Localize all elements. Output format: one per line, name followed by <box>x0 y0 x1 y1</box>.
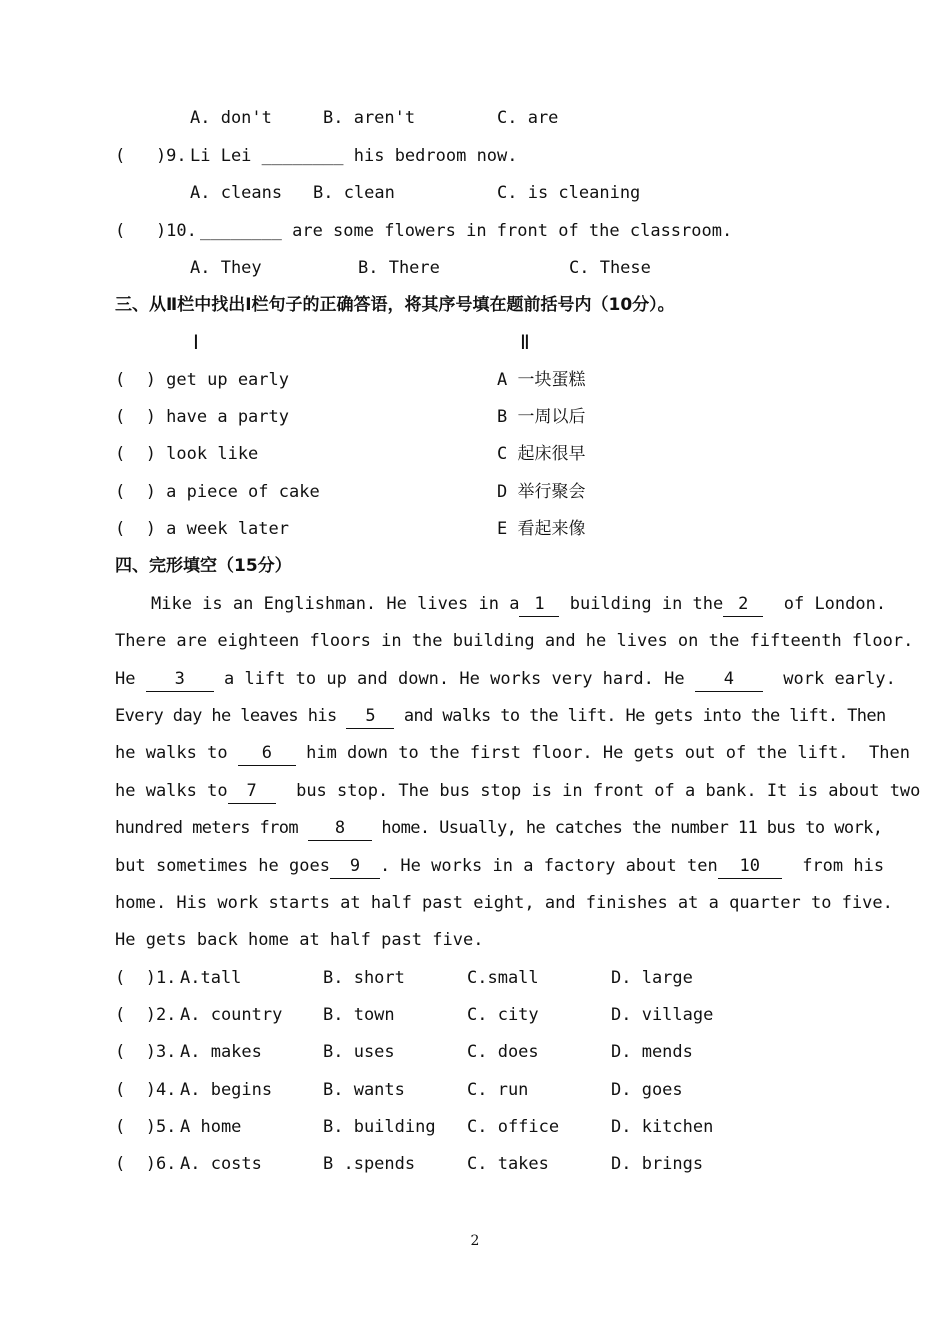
cloze-question-4-number: ( )4. <box>115 1080 177 1100</box>
cloze-question-6-number: ( )6. <box>115 1154 177 1174</box>
section3-title: 三、从Ⅱ栏中找出Ⅰ栏句子的正确答语，将其序号填在题前括号内（10分）。 <box>115 295 675 315</box>
cloze-question-5-option-a: A home <box>180 1117 242 1137</box>
q8-option-c: C. are <box>497 108 559 128</box>
q9-number: ( )9. <box>115 146 187 166</box>
matching-left-3: ( ) look like <box>115 444 259 464</box>
cloze-question-5-option-d: D. kitchen <box>611 1117 714 1137</box>
cloze-question-3-option-c: C. does <box>467 1042 539 1062</box>
matching-left-5: ( ) a week later <box>115 519 289 539</box>
q8-option-a: A. don't <box>190 108 272 128</box>
q9-option-a: A. cleans <box>190 183 283 203</box>
cloze-question-4-option-d: D. goes <box>611 1080 683 1100</box>
cloze-question-3-option-a: A. makes <box>180 1042 262 1062</box>
cloze-question-6-option-d: D. brings <box>611 1154 704 1174</box>
cloze-blank-2[interactable]: 2 <box>723 592 763 617</box>
matching-left-4: ( ) a piece of cake <box>115 482 320 502</box>
cloze-question-1-number: ( )1. <box>115 968 177 988</box>
passage-line-5: he walks to 6 him down to the first floor. He gets out of the lift. Then <box>115 738 910 768</box>
passage-line-6: he walks to 7 bus stop. The bus stop is in front of a bank. It is about two <box>115 776 920 806</box>
section4-title: 四、完形填空（15分） <box>115 556 292 576</box>
q8-option-b: B. aren't <box>323 108 416 128</box>
passage-line-4: Every day he leaves his 5 and walks to the lift. He gets into the lift. Then <box>115 701 886 731</box>
cloze-question-2-option-b: B. town <box>323 1005 395 1025</box>
cloze-question-3-option-d: D. mends <box>611 1042 693 1062</box>
cloze-question-2-option-d: D. village <box>611 1005 714 1025</box>
cloze-question-6-option-b: B .spends <box>323 1154 416 1174</box>
cloze-question-6-option-c: C. takes <box>467 1154 549 1174</box>
cloze-blank-9[interactable]: 9 <box>330 854 380 879</box>
matching-right-3: C 起床很早 <box>497 444 586 464</box>
cloze-blank-3[interactable]: 3 <box>146 667 214 692</box>
passage-line-9: home. His work starts at half past eight, and finishes at a quarter to five. <box>115 893 893 913</box>
matching-left-2: ( ) have a party <box>115 407 289 427</box>
q9-option-b: B. clean <box>313 183 395 203</box>
q9-option-c: C. is cleaning <box>497 183 641 203</box>
cloze-question-2-number: ( )2. <box>115 1005 177 1025</box>
q10-text: ________ are some flowers in front of the classroom. <box>200 221 733 241</box>
passage-line-8: but sometimes he goes 9 . He works in a factory about ten 10 from his <box>115 851 884 881</box>
matching-left-1: ( ) get up early <box>115 370 289 390</box>
cloze-question-5-option-b: B. building <box>323 1117 436 1137</box>
passage-line-10: He gets back home at half past five. <box>115 930 484 950</box>
cloze-blank-8[interactable]: 8 <box>308 816 372 841</box>
cloze-question-4-option-c: C. run <box>467 1080 529 1100</box>
cloze-question-1-option-c: C.small <box>467 968 539 988</box>
matching-right-1: A 一块蛋糕 <box>497 370 586 390</box>
passage-line-2: There are eighteen floors in the building and he lives on the fifteenth floor. <box>115 631 914 651</box>
section3-column-2-heading: Ⅱ <box>520 330 530 354</box>
section3-column-1-heading: Ⅰ <box>193 330 199 354</box>
q10-number: ( )10. <box>115 221 197 241</box>
passage-line-3: He 3 a lift to up and down. He works very hard. He 4 work early. <box>115 664 896 694</box>
q10-option-c: C. These <box>569 258 651 278</box>
matching-right-2: B 一周以后 <box>497 407 586 427</box>
cloze-blank-6[interactable]: 6 <box>238 741 296 766</box>
cloze-question-3-number: ( )3. <box>115 1042 177 1062</box>
cloze-question-2-option-a: A. country <box>180 1005 283 1025</box>
passage-line-1: Mike is an Englishman. He lives in a 1 building in the 2 of London. <box>151 589 886 619</box>
cloze-question-1-option-a: A.tall <box>180 968 242 988</box>
page-number: 2 <box>470 1233 480 1249</box>
matching-right-4: D 举行聚会 <box>497 482 586 502</box>
cloze-blank-5[interactable]: 5 <box>346 704 394 729</box>
passage-line-7: hundred meters from 8 home. Usually, he catches the number 11 bus to work, <box>115 813 882 843</box>
cloze-blank-7[interactable]: 7 <box>228 779 276 804</box>
cloze-question-5-option-c: C. office <box>467 1117 560 1137</box>
cloze-blank-4[interactable]: 4 <box>695 667 763 692</box>
cloze-question-1-option-b: B. short <box>323 968 405 988</box>
cloze-question-2-option-c: C. city <box>467 1005 539 1025</box>
cloze-blank-10[interactable]: 10 <box>718 854 782 879</box>
cloze-question-1-option-d: D. large <box>611 968 693 988</box>
q10-option-a: A. They <box>190 258 262 278</box>
cloze-question-3-option-b: B. uses <box>323 1042 395 1062</box>
matching-right-5: E 看起来像 <box>497 519 586 539</box>
cloze-question-5-number: ( )5. <box>115 1117 177 1137</box>
cloze-question-4-option-b: B. wants <box>323 1080 405 1100</box>
cloze-question-4-option-a: A. begins <box>180 1080 273 1100</box>
cloze-question-6-option-a: A. costs <box>180 1154 262 1174</box>
q10-option-b: B. There <box>358 258 440 278</box>
cloze-blank-1[interactable]: 1 <box>519 592 559 617</box>
q9-text: Li Lei ________ his bedroom now. <box>190 146 518 166</box>
